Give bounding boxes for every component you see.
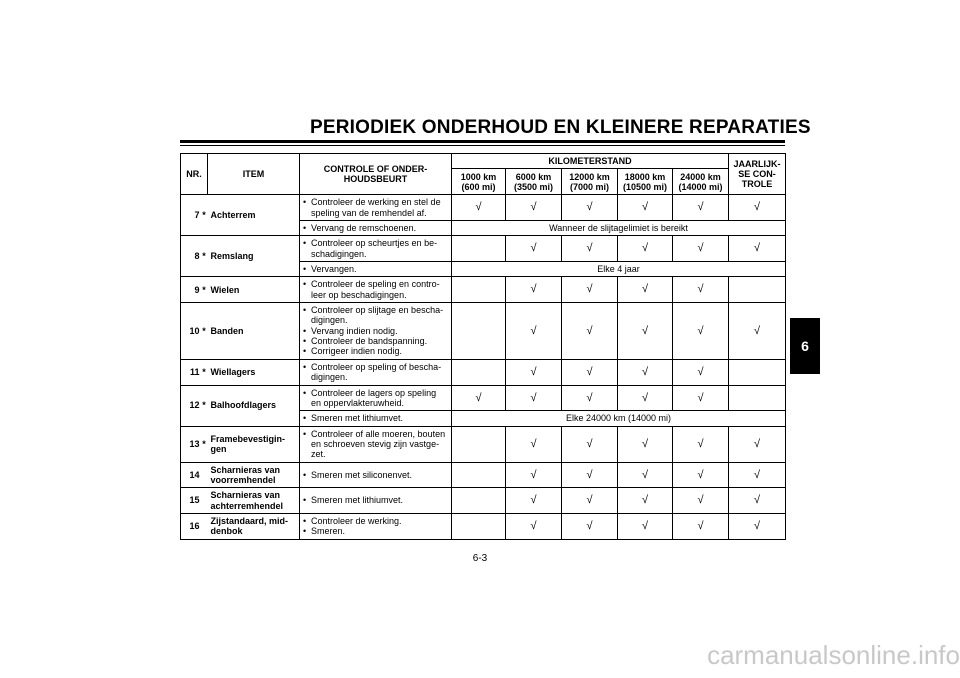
action-item: • Vervang de remschoenen. (311, 223, 448, 233)
empty-cell (452, 236, 506, 262)
row-action (300, 262, 452, 277)
check-mark: √ (562, 359, 618, 385)
header-km-4 (673, 169, 729, 195)
check-mark: √ (673, 426, 729, 462)
header-mi-value: (3500 mi) (513, 181, 554, 192)
row-action (300, 411, 452, 426)
header-item: ITEM (208, 154, 300, 195)
row-item: Zijstandaard, mid-denbok (208, 513, 300, 539)
header-nr: NR. (181, 154, 208, 195)
check-mark: √ (506, 513, 562, 539)
row-number: 10 (181, 303, 201, 360)
table-row (181, 277, 786, 303)
check-mark: √ (506, 462, 562, 488)
check-mark: √ (673, 195, 729, 221)
check-mark: √ (673, 303, 729, 360)
empty-cell (452, 462, 506, 488)
action-list (303, 197, 448, 218)
row-star: * (201, 195, 208, 236)
action-item: • Controleer de speling en contro-leer op beschadigingen. (311, 279, 448, 300)
check-mark: √ (729, 195, 786, 221)
check-mark: √ (618, 303, 673, 360)
check-mark: √ (562, 277, 618, 303)
row-action (300, 236, 452, 262)
action-list (303, 264, 448, 274)
row-star: * (201, 236, 208, 277)
row-action (300, 303, 452, 360)
row-star: * (201, 359, 208, 385)
table-row (181, 385, 786, 411)
action-list (303, 279, 448, 300)
chapter-tab: 6 (790, 318, 820, 374)
check-mark: √ (673, 513, 729, 539)
action-list (303, 470, 448, 480)
check-mark: √ (729, 462, 786, 488)
action-item: • Controleer op scheurtjes en be-schadigingen. (311, 238, 448, 259)
watermark: carmanualsonline.info (707, 640, 960, 670)
action-item: • Controleer op slijtage en bescha-digingen. (311, 305, 448, 326)
header-km-3 (618, 169, 673, 195)
row-number: 9 (181, 277, 201, 303)
check-mark: √ (506, 303, 562, 360)
check-mark: √ (673, 462, 729, 488)
check-mark: √ (618, 385, 673, 411)
check-mark: √ (729, 426, 786, 462)
table-row (181, 195, 786, 221)
empty-cell (729, 385, 786, 411)
maintenance-table (180, 153, 786, 540)
check-mark: √ (673, 488, 729, 514)
table-row (181, 513, 786, 539)
action-item: • Vervangen. (311, 264, 448, 274)
row-number: 13 (181, 426, 201, 462)
header-mi-value: (10500 mi) (622, 181, 668, 192)
action-list (303, 516, 448, 537)
row-star: * (201, 426, 208, 462)
page-number: 6-3 (472, 553, 488, 564)
check-mark: √ (506, 359, 562, 385)
check-mark: √ (506, 277, 562, 303)
row-action (300, 195, 452, 221)
row-item: Achterrem (208, 195, 300, 236)
row-number: 15 (181, 488, 201, 514)
action-item: • Smeren met siliconenvet. (311, 470, 448, 480)
action-list (303, 223, 448, 233)
row-action (300, 385, 452, 411)
interval-note: Elke 24000 km (14000 mi) (452, 411, 786, 426)
row-star: * (201, 277, 208, 303)
action-item: • Smeren met lithiumvet. (311, 495, 448, 505)
empty-cell (452, 277, 506, 303)
action-item: • Smeren met lithiumvet. (311, 413, 448, 423)
action-item: • Controleer de werking en stel de speling van de remhendel af. (311, 197, 448, 218)
check-mark: √ (673, 385, 729, 411)
check-mark: √ (506, 236, 562, 262)
row-star: * (201, 385, 208, 426)
action-item: • Controleer of alle moeren, bouten en schroeven stevig zijn vastge-zet. (311, 429, 448, 460)
header-mi-value: (14000 mi) (678, 181, 723, 192)
row-item: Scharnieras van achterremhendel (208, 488, 300, 514)
check-mark: √ (618, 359, 673, 385)
header-km-1 (506, 169, 562, 195)
header-annual: JAARLIJK-SE CON-TROLE (729, 154, 786, 195)
row-item: Banden (208, 303, 300, 360)
row-star (201, 488, 208, 514)
row-item: Balhoofdlagers (208, 385, 300, 426)
check-mark: √ (562, 385, 618, 411)
check-mark: √ (618, 236, 673, 262)
row-action (300, 221, 452, 236)
action-item: • Controleer de werking. (311, 516, 448, 526)
empty-cell (452, 513, 506, 539)
empty-cell (452, 426, 506, 462)
title-rule-thin (180, 145, 785, 146)
check-mark: √ (618, 195, 673, 221)
check-mark: √ (562, 426, 618, 462)
check-mark: √ (506, 195, 562, 221)
check-mark: √ (562, 513, 618, 539)
check-mark: √ (673, 359, 729, 385)
table-row (181, 236, 786, 262)
empty-cell (452, 488, 506, 514)
header-km-group: KILOMETERSTAND (452, 154, 729, 169)
row-action (300, 359, 452, 385)
page-title: PERIODIEK ONDERHOUD EN KLEINERE REPARATIES (310, 117, 811, 138)
row-number: 14 (181, 462, 201, 488)
check-mark: √ (618, 426, 673, 462)
table-row (181, 488, 786, 514)
title-rule-thick (180, 140, 785, 143)
action-item: • Corrigeer indien nodig. (311, 346, 448, 356)
header-km-value: 6000 km (515, 171, 552, 182)
check-mark: √ (506, 426, 562, 462)
row-action (300, 488, 452, 514)
empty-cell (729, 359, 786, 385)
row-number: 12 (181, 385, 201, 426)
table-row (181, 359, 786, 385)
check-mark: √ (562, 488, 618, 514)
row-star (201, 513, 208, 539)
header-km-value: 12000 km (569, 171, 610, 182)
action-list (303, 388, 448, 409)
header-mi-value: (600 mi) (461, 181, 496, 192)
header-km-0 (452, 169, 506, 195)
action-list (303, 238, 448, 259)
header-km-2 (562, 169, 618, 195)
row-item: Scharnieras van voorremhendel (208, 462, 300, 488)
empty-cell (729, 277, 786, 303)
action-list (303, 362, 448, 383)
empty-cell (452, 303, 506, 360)
action-item: • Controleer de lagers op speling en oppervlakteruwheid. (311, 388, 448, 409)
interval-note: Wanneer de slijtagelimiet is bereikt (452, 221, 786, 236)
table-row (181, 426, 786, 462)
header-km-value: 24000 km (680, 171, 721, 182)
header-mi-value: (7000 mi) (569, 181, 610, 192)
row-action (300, 277, 452, 303)
check-mark: √ (729, 488, 786, 514)
row-number: 8 (181, 236, 201, 277)
action-list (303, 495, 448, 505)
check-mark: √ (729, 236, 786, 262)
action-list (303, 305, 448, 357)
header-km-value: 1000 km (460, 171, 497, 182)
row-number: 11 (181, 359, 201, 385)
check-mark: √ (673, 236, 729, 262)
row-item: Remslang (208, 236, 300, 277)
action-item: • Smeren. (311, 526, 448, 536)
check-mark: √ (618, 462, 673, 488)
row-star: * (201, 303, 208, 360)
check-mark: √ (618, 513, 673, 539)
table-row (181, 303, 786, 360)
row-star (201, 462, 208, 488)
action-item: • Controleer op speling of bescha-digingen. (311, 362, 448, 383)
check-mark: √ (729, 303, 786, 360)
check-mark: √ (618, 488, 673, 514)
row-number: 7 (181, 195, 201, 236)
row-item: Wiellagers (208, 359, 300, 385)
row-action (300, 426, 452, 462)
table-row (181, 462, 786, 488)
action-item: • Vervang indien nodig. (311, 326, 448, 336)
row-item: Framebevestigin-gen (208, 426, 300, 462)
interval-note: Elke 4 jaar (452, 262, 786, 277)
check-mark: √ (562, 303, 618, 360)
header-check: CONTROLE OF ONDER-HOUDSBEURT (300, 154, 452, 195)
empty-cell (452, 359, 506, 385)
row-action (300, 462, 452, 488)
check-mark: √ (673, 277, 729, 303)
row-item: Wielen (208, 277, 300, 303)
header-km-value: 18000 km (624, 171, 666, 182)
check-mark: √ (506, 385, 562, 411)
action-list (303, 429, 448, 460)
check-mark: √ (618, 277, 673, 303)
action-item: • Controleer de bandspanning. (311, 336, 448, 346)
row-action (300, 513, 452, 539)
check-mark: √ (562, 462, 618, 488)
check-mark: √ (729, 513, 786, 539)
check-mark: √ (562, 236, 618, 262)
check-mark: √ (506, 488, 562, 514)
check-mark: √ (452, 195, 506, 221)
check-mark: √ (562, 195, 618, 221)
check-mark: √ (452, 385, 506, 411)
row-number: 16 (181, 513, 201, 539)
action-list (303, 413, 448, 423)
